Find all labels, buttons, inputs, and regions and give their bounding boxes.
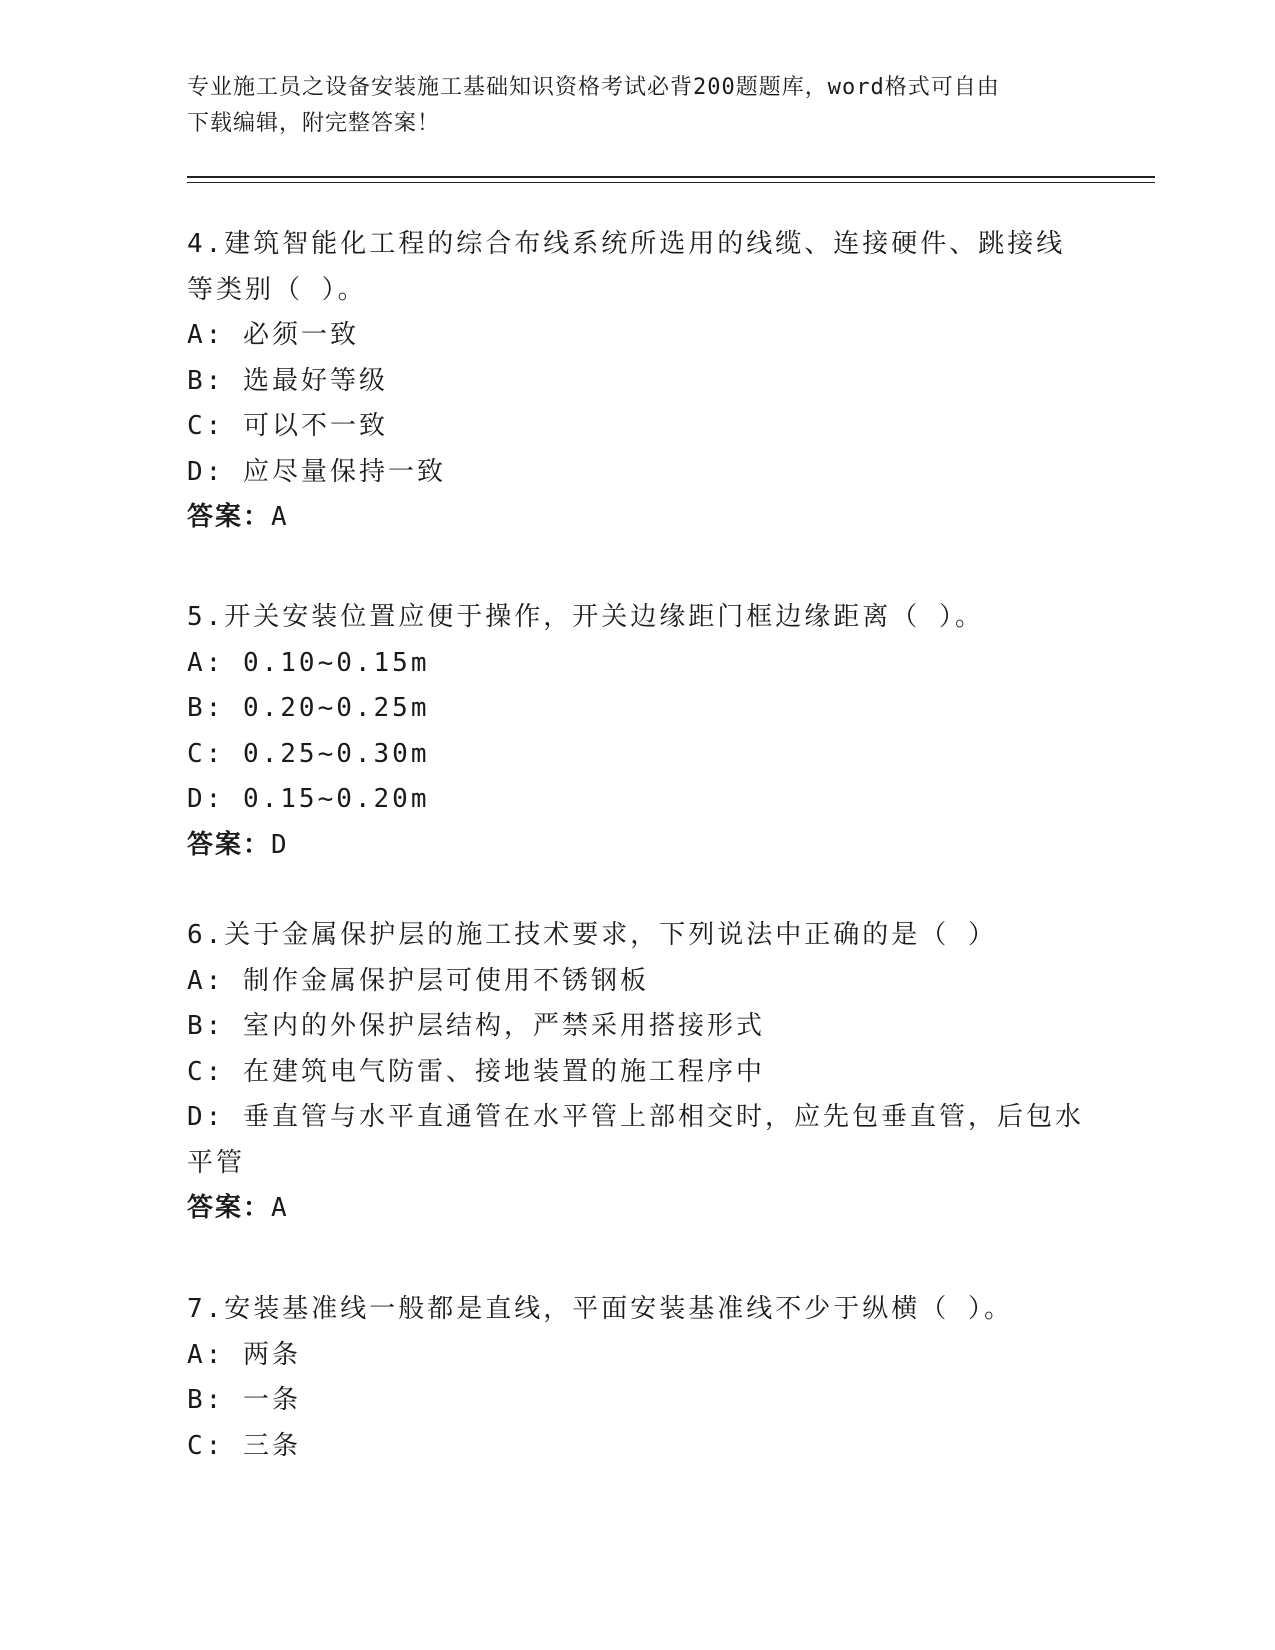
answer-label: 答案： (187, 1193, 272, 1223)
option-c: C: 在建筑电气防雷、接地装置的施工程序中 (187, 1056, 765, 1087)
header-divider-thick (187, 176, 1155, 178)
option-c: C: 0.25~0.30m (187, 738, 430, 769)
option-a: A: 0.10~0.15m (187, 647, 430, 678)
document-header (187, 70, 1087, 142)
option-a: A: 制作金属保护层可使用不锈钢板 (187, 965, 649, 996)
answer-line (187, 823, 1087, 869)
question-stem: 6.关于金属保护层的施工技术要求，下列说法中正确的是（ ） (187, 920, 997, 950)
option-c: C: 三条 (187, 1430, 301, 1461)
header-line-2: 下载编辑，附完整答案！ (187, 111, 441, 136)
answer-value: A (271, 1193, 289, 1223)
question-4 (187, 222, 1087, 541)
option-d: D: 垂直管与水平直通管在水平管上部相交时，应先包垂直管，后包水 (187, 1102, 1084, 1132)
answer-label: 答案： (187, 829, 272, 860)
question-stem-continued: 等类别（ ）。 (187, 274, 367, 305)
question-stem: 7.安装基准线一般都是直线，平面安装基准线不少于纵横（ ）。 (187, 1294, 1013, 1324)
option-b: B: 一条 (187, 1385, 301, 1415)
answer-label: 答案： (187, 502, 272, 532)
header-line-1: 专业施工员之设备安装施工基础知识资格考试必背200题题库，word格式可自由 (187, 75, 1000, 100)
question-7 (187, 1287, 1087, 1469)
question-stem: 4.建筑智能化工程的综合布线系统所选用的线缆、连接硬件、跳接线 (187, 229, 1066, 259)
answer-value: D (271, 829, 289, 860)
header-divider-thin (187, 182, 1155, 183)
question-stem: 5.开关安装位置应便于操作，开关边缘距门框边缘距离（ ）。 (187, 602, 984, 632)
option-b: B: 选最好等级 (187, 365, 388, 396)
option-b: B: 室内的外保护层结构，严禁采用搭接形式 (187, 1011, 765, 1041)
option-a: A: 必须一致 (187, 320, 359, 350)
option-d: D: 0.15~0.20m (187, 784, 430, 814)
option-d-continued: 平管 (187, 1147, 246, 1178)
option-c: C: 可以不一致 (187, 411, 388, 441)
question-6 (187, 913, 1087, 1232)
answer-line (187, 495, 1087, 541)
option-d: D: 应尽量保持一致 (187, 456, 446, 487)
answer-value: A (271, 502, 289, 532)
option-b: B: 0.20~0.25m (187, 693, 430, 723)
answer-line (187, 1186, 1087, 1232)
option-a: A: 两条 (187, 1339, 301, 1370)
question-5 (187, 595, 1087, 868)
